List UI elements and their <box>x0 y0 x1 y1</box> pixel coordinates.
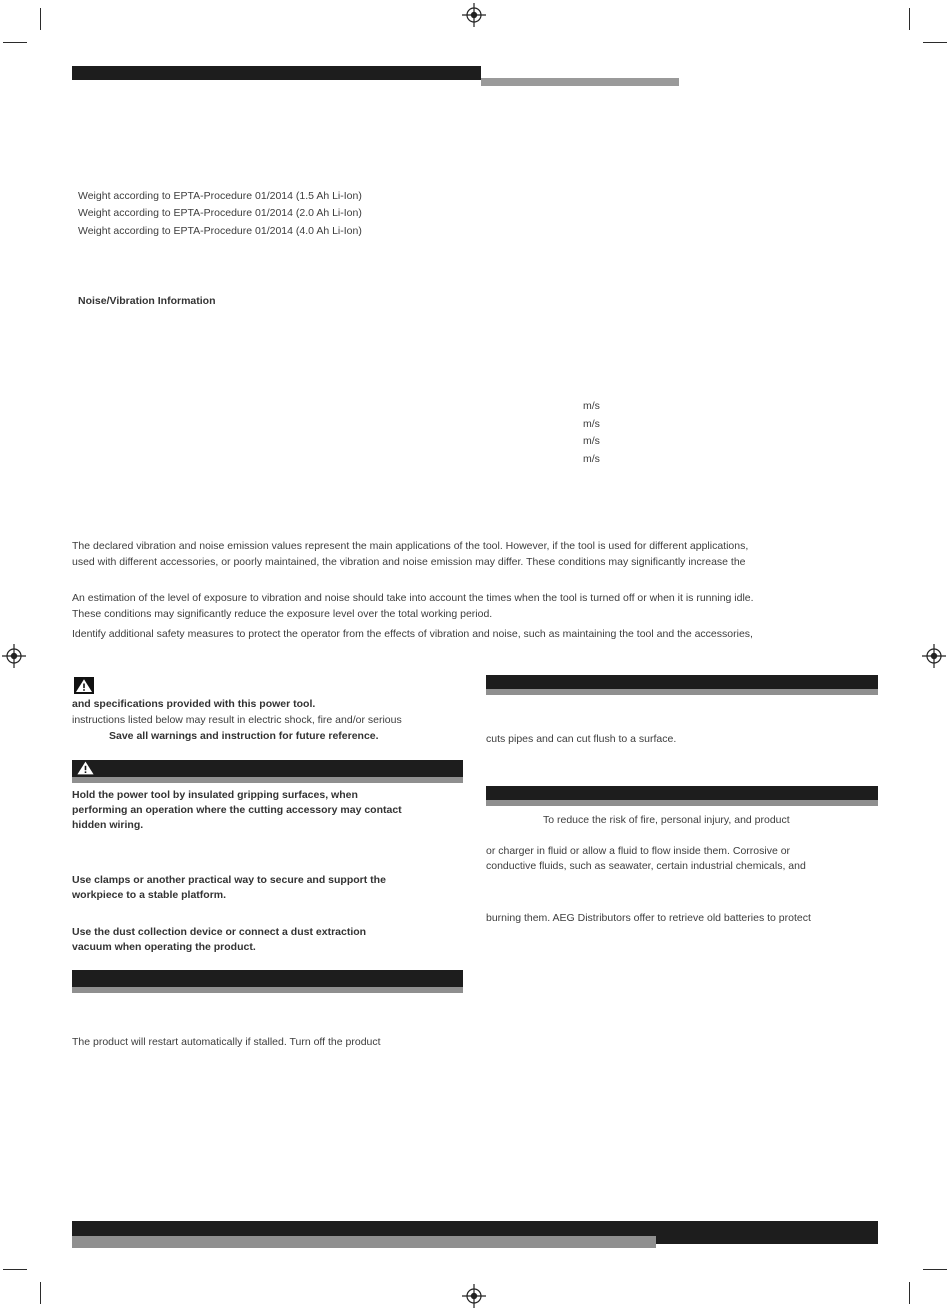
noise-vibration-heading: Noise/Vibration Information <box>78 295 216 307</box>
cuts-pipes-text: cuts pipes and can cut flush to a surface. <box>486 733 677 745</box>
vibration-note-line: The declared vibration and noise emission values represent the main applications of the tool. However, if the tool is used for different applications, <box>72 540 749 552</box>
crop-mark <box>909 1282 910 1304</box>
restart-text: The product will restart automatically if stalled. Turn off the product <box>72 1036 381 1048</box>
vibration-note-line: Identify additional safety measures to protect the operator from the effects of vibration and noise, such as maintaining the tool and the accessories, <box>72 628 753 640</box>
hold-tool-line: Hold the power tool by insulated gripping surfaces, when <box>72 789 358 801</box>
crop-mark <box>40 8 41 30</box>
vibration-unit: m/s <box>583 435 600 447</box>
registration-mark-top-icon <box>462 3 486 27</box>
left-section-bar-2 <box>72 970 463 987</box>
burning-text: burning them. AEG Distributors offer to retrieve old batteries to protect <box>486 912 811 924</box>
vibration-unit: m/s <box>583 453 600 465</box>
save-instruction-text: Save all warnings and instruction for future reference. <box>109 730 379 742</box>
right-section-bar-2 <box>486 786 878 800</box>
warning-text: instructions listed below may result in electric shock, fire and/or serious <box>72 714 402 726</box>
footer-gray-bar <box>72 1236 656 1248</box>
weight-line: Weight according to EPTA-Procedure 01/2014 (1.5 Ah Li-Ion) <box>78 190 362 202</box>
crop-mark <box>909 8 910 30</box>
registration-mark-bottom-icon <box>462 1284 486 1308</box>
dust-collection-line: Use the dust collection device or connect a dust extraction <box>72 926 367 938</box>
registration-mark-left-icon <box>2 644 26 668</box>
left-section-bar-shadow <box>72 777 463 783</box>
vibration-note-line: These conditions may significantly reduce the exposure level over the total working period. <box>72 608 493 620</box>
hold-tool-line: hidden wiring. <box>72 819 144 831</box>
fluid-line: conductive fluids, such as seawater, certain industrial chemicals, and <box>486 860 806 872</box>
dust-collection-line: vacuum when operating the product. <box>72 941 256 953</box>
right-section-bar-1 <box>486 675 878 689</box>
vibration-unit: m/s <box>583 418 600 430</box>
header-gray-bar <box>481 78 679 86</box>
clamps-line: workpiece to a stable platform. <box>72 889 227 901</box>
right-section-bar-1-shadow <box>486 689 878 695</box>
vibration-note-line: used with different accessories, or poorly maintained, the vibration and noise emission may differ. These conditions may significantly increase the <box>72 556 746 568</box>
left-section-bar <box>72 760 463 777</box>
weight-line: Weight according to EPTA-Procedure 01/2014 (4.0 Ah Li-Ion) <box>78 225 362 237</box>
vibration-note-line: An estimation of the level of exposure to vibration and noise should take into account the times when the tool is turned off or when it is running idle. <box>72 592 754 604</box>
left-section-bar-2-shadow <box>72 987 463 993</box>
crop-mark <box>40 1282 41 1304</box>
crop-mark <box>3 1269 27 1270</box>
reduce-risk-text: To reduce the risk of fire, personal injury, and product <box>543 814 790 826</box>
warning-bold-text: and specifications provided with this power tool. <box>72 698 316 710</box>
weight-line: Weight according to EPTA-Procedure 01/2014 (2.0 Ah Li-Ion) <box>78 207 362 219</box>
right-section-bar-2-shadow <box>486 800 878 806</box>
header-title-bar <box>72 66 481 80</box>
crop-mark <box>923 42 947 43</box>
warning-icon <box>74 677 94 694</box>
hold-tool-line: performing an operation where the cutting accessory may contact <box>72 804 402 816</box>
vibration-unit: m/s <box>583 400 600 412</box>
fluid-line: or charger in fluid or allow a fluid to flow inside them. Corrosive or <box>486 845 791 857</box>
clamps-line: Use clamps or another practical way to secure and support the <box>72 874 386 886</box>
warning-icon <box>76 760 95 776</box>
registration-mark-right-icon <box>922 644 946 668</box>
crop-mark <box>3 42 27 43</box>
crop-mark <box>923 1269 947 1270</box>
